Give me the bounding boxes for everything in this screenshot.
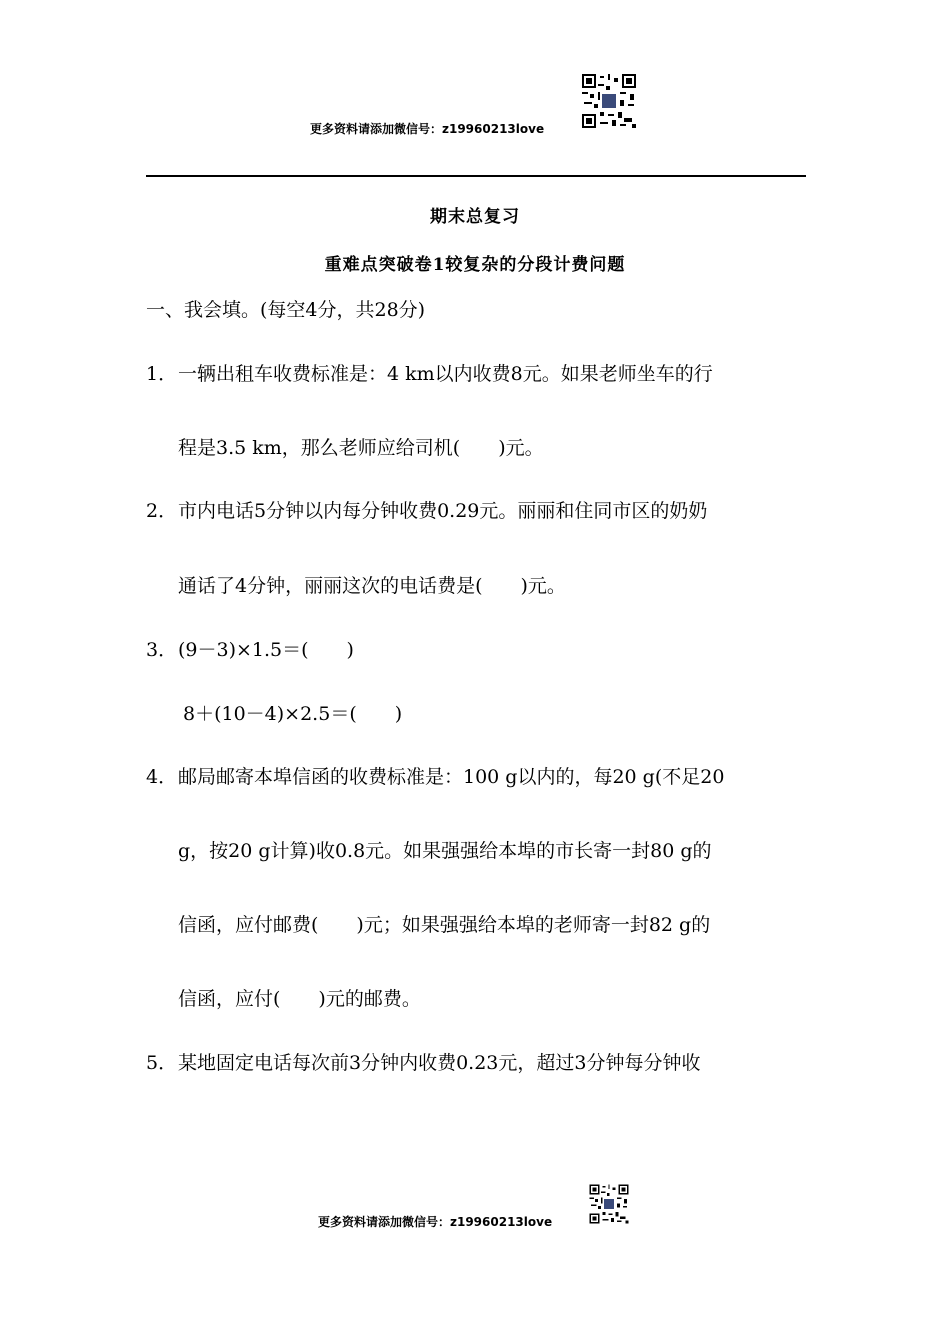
question-text: 一辆出租车收费标准是：4 km以内收费8元。如果老师坐车的行 <box>178 363 713 385</box>
header-qr-code-icon <box>580 72 638 130</box>
question-2-line-2: 通话了4分钟，丽丽这次的电话费是( )元。 <box>178 575 566 597</box>
question-1-line-1 <box>146 362 713 386</box>
page-title: 期末总复习 <box>430 207 520 227</box>
question-4-line-3: 信函，应付邮费( )元；如果强强给本埠的老师寄一封82 g的 <box>178 914 711 936</box>
question-2-line-1 <box>146 499 707 523</box>
page-subtitle: 重难点突破卷1较复杂的分段计费问题 <box>324 255 626 275</box>
question-5-line-1 <box>146 1051 700 1075</box>
question-text: (9－3)×1.5＝( ) <box>178 639 354 661</box>
footer-contact-text: 更多资料请添加微信号：z19960213love <box>318 1215 553 1229</box>
question-text: 某地固定电话每次前3分钟内收费0.23元，超过3分钟每分钟收 <box>178 1052 701 1074</box>
question-number: 5． <box>146 1052 178 1074</box>
question-4-line-4: 信函，应付( )元的邮费。 <box>178 988 421 1010</box>
question-3-line-1 <box>146 638 354 662</box>
header-divider <box>146 175 806 177</box>
question-4-line-2: g，按20 g计算)收0.8元。如果强强给本埠的市长寄一封80 g的 <box>178 840 712 862</box>
question-number: 4． <box>146 766 178 788</box>
question-3-line-2: 8＋(10－4)×2.5＝( ) <box>183 703 403 725</box>
question-text: 邮局邮寄本埠信函的收费标准是：100 g以内的，每20 g(不足20 <box>178 766 725 788</box>
question-text: 市内电话5分钟以内每分钟收费0.29元。丽丽和住同市区的奶奶 <box>178 500 708 522</box>
question-1-line-2: 程是3.5 km，那么老师应给司机( )元。 <box>178 437 544 459</box>
question-number: 3． <box>146 639 178 661</box>
section-heading: 一、我会填。(每空4分，共28分) <box>146 299 426 321</box>
footer-qr-code-icon <box>588 1183 630 1225</box>
question-number: 2． <box>146 500 178 522</box>
question-4-line-1 <box>146 765 724 789</box>
question-number: 1． <box>146 363 178 385</box>
header-contact-text: 更多资料请添加微信号：z19960213love <box>310 122 545 136</box>
